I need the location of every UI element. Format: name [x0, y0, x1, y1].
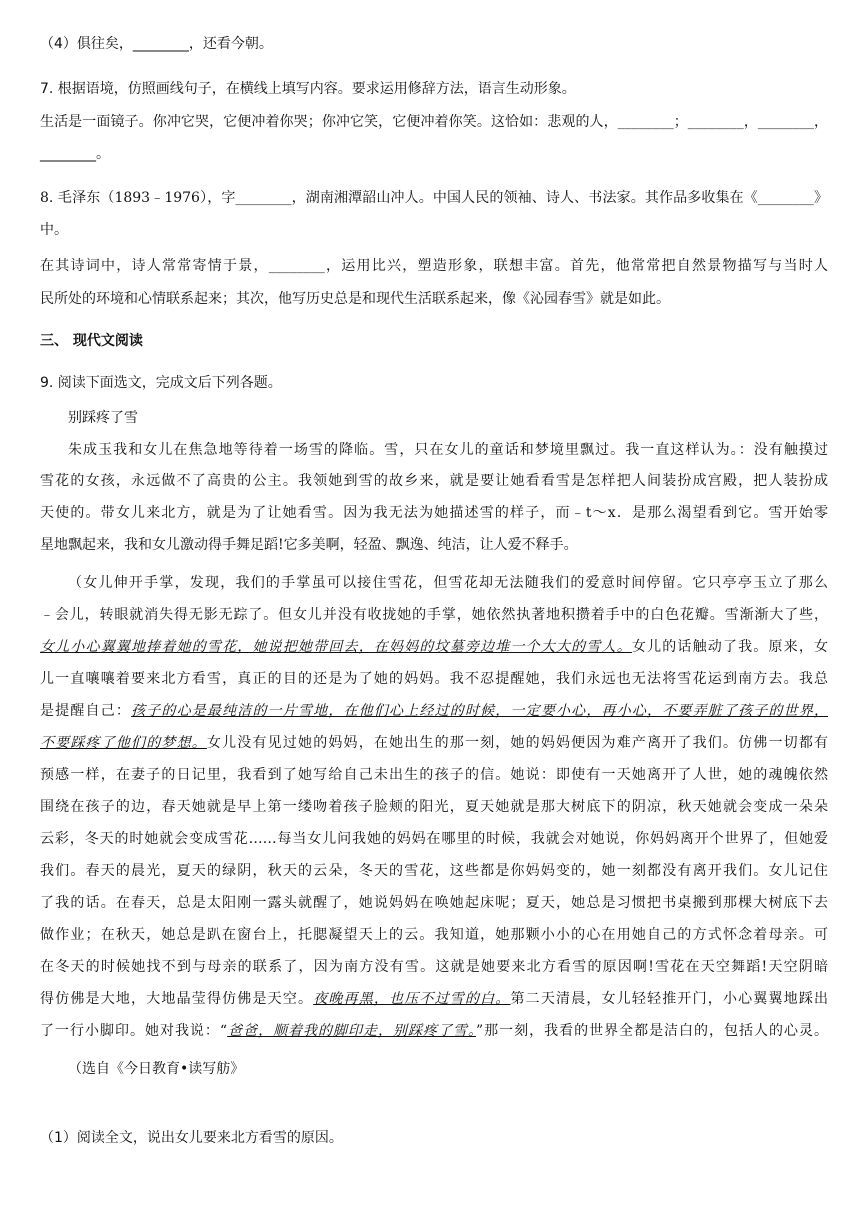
underlined-sentence-2: 孩子的心是最纯洁的一片雪地，在他们心上经过的时候，一定要小心，再小心，不要弄脏了孩子的世界，	[131, 703, 829, 719]
passage-line-18-start: 得仿佛是大地，大地晶莹得仿佛是天空。	[40, 991, 314, 1007]
passage-line-3: 天使的。带女儿来北方，就是为了让她看雪。因为我无法为她描述雪的样子，而﹣t～x．是那么渴望看到它。雪开始零	[40, 505, 828, 521]
passage-line-14: 我们。春天的晨光，夏天的绿阴，秋天的云朵，冬天的雪花，这些都是你妈妈变的，她一刻都没有离开我们。女儿记住	[40, 863, 828, 879]
passage-line-19-start: 了一行小脚印。她对我说：“	[40, 1023, 228, 1039]
passage-line-7-rest: 女儿的话触动了我。原来，女	[631, 639, 829, 655]
passage-line-18	[40, 989, 828, 1009]
passage-line-7	[40, 637, 828, 657]
passage-line-10	[40, 733, 828, 753]
passage-line-16: 做作业；在秋天，她总是趴在窗台上，托腮凝望天上的云。我知道，她那颗小小的心在用她自己的方式怀念着母亲。可	[40, 927, 828, 943]
passage-line-19	[40, 1021, 828, 1041]
section-3-heading: 三、 现代文阅读	[40, 333, 143, 349]
passage-title: 别踩疼了雪	[68, 410, 138, 426]
passage-source: （选自《今日教育•读写舫》	[68, 1061, 245, 1077]
underlined-sentence-3: 夜晚再黑，也压不过雪的白。	[313, 991, 511, 1007]
passage-line-13: 云彩，冬天的时她就会变成雪花……每当女儿问我她的妈妈在哪里的时候，我就会对她说，你妈妈离开个世界了，但她爱	[40, 831, 828, 847]
question-8-line-1: 8. 毛泽东（1893﹣1976），字________，湖南湘潭韶山冲人。中国人民的领袖、诗人、书法家。其作品多收集在《________》	[40, 190, 828, 206]
passage-line-2: 雪花的女孩，永远做不了高贵的公主。我领她到雪的故乡来，就是要让她看看雪是怎样把人间装扮成宫殿，把人装扮成	[40, 473, 828, 489]
passage-line-12: 围绕在孩子的边，春天她就是早上第一缕吻着孩子脸颊的阳光，夏天她就是那大树底下的阴凉，秋天她就会变成一朵朵	[40, 799, 828, 815]
question-8-line-2: 中。	[40, 222, 68, 238]
underlined-sentence-1: 女儿小心翼翼地捧着她的雪花，她说把她带回去，在妈妈的坟墓旁边堆一个大大的雪人。	[40, 639, 632, 655]
passage-line-1: 朱成玉我和女儿在焦急地等待着一场雪的降临。雪，只在女儿的童话和梦境里飘过。我一直这样认为。：没有触摸过	[68, 442, 828, 458]
passage-line-17: 在冬天的时候她找不到与母亲的联系了，因为南方没有雪。这就是她要来北方看雪的原因啊!雪花在天空舞蹈!天空阴暗	[40, 959, 828, 975]
question-9-sub-1: （1）阅读全文，说出女儿要来北方看雪的原因。	[40, 1130, 343, 1146]
question-7-prompt: 7. 根据语境，仿照画线句子，在横线上填写内容。要求运用修辞方法，语言生动形象。	[40, 81, 576, 97]
passage-line-8: 儿一直嚷嚷着要来北方看雪，真正的目的还是为了她的妈妈。我不忍提醒她，我们永远也无法将雪花运到南方去。我总	[40, 671, 828, 687]
passage-line-15: 了我的话。在春天，总是太阳刚一露头就醒了，她说妈妈在唤她起床呢；夏天，她总是习惯把书桌搬到那棵大树底下去	[40, 895, 828, 911]
underlined-sentence-2-end: 不要踩疼了他们的梦想。	[40, 735, 207, 751]
question-8-line-4: 民所处的环境和心情联系起来；其次，他写历史总是和现代生活联系起来，像《沁园春雪》就是如此。	[40, 291, 670, 307]
question-6-item-4: （4）俱往矣，________，还看今朝。	[40, 36, 273, 52]
question-9-prompt: 9. 阅读下面选文，完成文后下列各题。	[40, 375, 282, 391]
question-7-text-line-1: 生活是一面镜子。你冲它哭，它便冲着你哭；你冲它笑，它便冲着你笑。这恰如：悲观的人，________；________，________，	[40, 114, 828, 130]
passage-line-19-rest: ”那一刻，我看的世界全都是洁白的，包括人的心灵。	[475, 1023, 828, 1039]
passage-line-18-rest: 第二天清晨，女儿轻轻推开门，小心翼翼地踩出	[510, 991, 829, 1007]
passage-line-11: 预感一样，在妻子的日记里，我看到了她写给自己未出生的孩子的信。她说：即使有一天她离开了人世，她的魂魄依然	[40, 767, 828, 783]
passage-line-9	[40, 701, 828, 721]
passage-line-9-start: 是提醒自己：	[40, 703, 132, 719]
question-8-line-3: 在其诗词中，诗人常常寄情于景，________，运用比兴，塑造形象，联想丰富。首先，他常常把自然景物描写与当时人	[40, 258, 828, 274]
passage-line-6: ﹣会儿，转眼就消失得无影无踪了。但女儿并没有收拢她的手掌，她依然执著地积攒着手中的白色花瓣。雪渐渐大了些，	[40, 607, 828, 623]
underlined-sentence-4: 爸爸，顺着我的脚印走，别踩疼了雪。	[227, 1023, 476, 1039]
question-7-text-line-2: ________。	[40, 146, 110, 162]
passage-line-5: （女儿伸开手掌，发现，我们的手掌虽可以接住雪花，但雪花却无法随我们的爱意时间停留。它只亭亭玉立了那么	[68, 575, 828, 591]
passage-line-10-rest: 女儿没有见过她的妈妈，在她出生的那一刻，她的妈妈便因为难产离开了我们。仿佛一切都有	[206, 735, 829, 751]
passage-line-4: 星地飘起来，我和女儿激动得手舞足蹈!它多美啊，轻盈、飘逸、纯洁，让人爱不释手。	[40, 537, 578, 553]
